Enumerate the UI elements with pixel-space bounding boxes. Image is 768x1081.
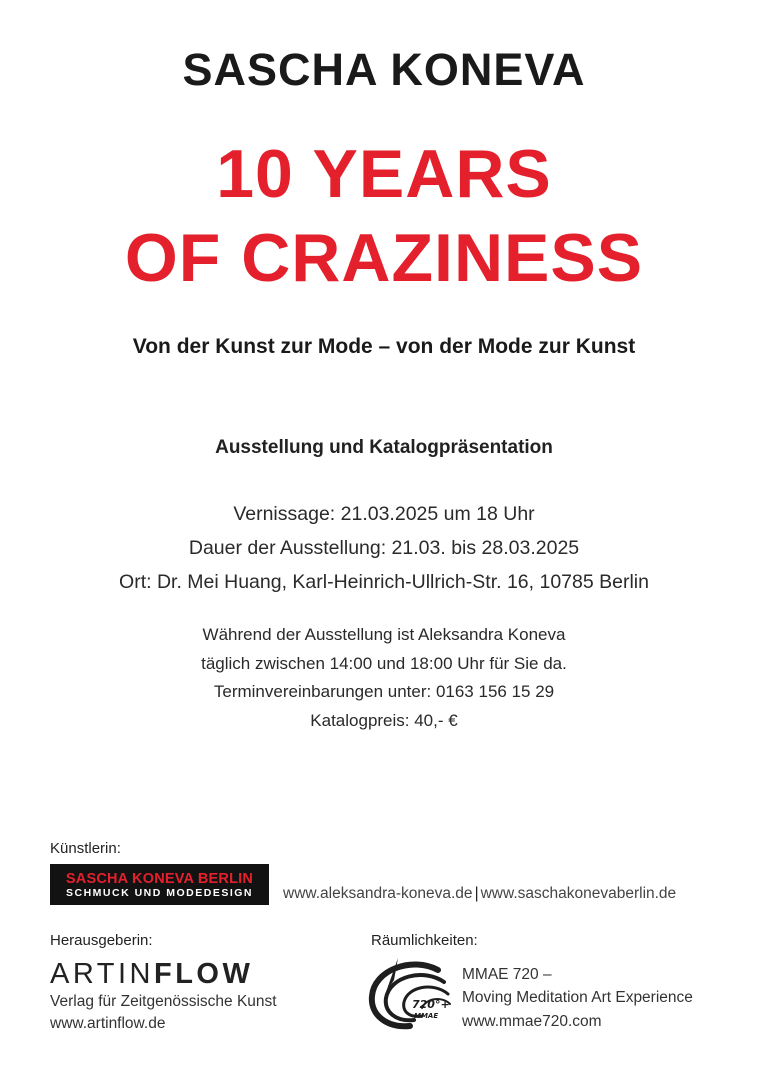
subtitle: Von der Kunst zur Mode – von der Mode zur Kunst [132,335,636,358]
artist-logo [50,864,269,905]
section-title: Ausstellung und Katalogpräsentation [215,437,553,458]
duration-line: Dauer der Ausstellung: 21.03. bis 28.03.2025 [188,537,580,559]
publisher-logo-bold: FLOW [153,958,254,990]
title-line-1: 10 YEARS [216,136,552,212]
artist-name: SASCHA KONEVA [182,44,586,95]
visitor-info [0,621,768,735]
info-line-2: täglich zwischen 14:00 und 18:00 Uhr für Sie da. [201,653,567,673]
event-details [0,497,768,599]
artist-url-1[interactable]: www.aleksandra-koneva.de [283,885,473,902]
artist-label: Künstlerin: [50,840,121,857]
catalog-price: Katalogpreis: 40,- € [310,710,458,730]
title-line-2: OF CRAZINESS [124,220,644,296]
url-separator: | [474,885,479,902]
mmae-logo-text-1: 720°+ [412,998,450,1011]
publisher-url[interactable]: www.artinflow.de [50,1015,166,1032]
artist-url-2[interactable]: www.saschakonevaberlin.de [480,885,677,902]
info-line-1: Während der Ausstellung ist Aleksandra Koneva [202,625,566,644]
artist-logo-top-text: SASCHA KONEVA BERLIN [65,870,254,887]
venue-line-1: MMAE 720 – [462,966,552,983]
publisher-logo-light: ARTIN [50,958,154,990]
artist-logo-bottom-text: SCHMUCK UND MODEDESIGN [65,886,253,899]
venue-label: Räumlichkeiten: [371,932,478,949]
publisher-logo [50,958,253,991]
exhibition-title [0,132,768,300]
location-line: Ort: Dr. Mei Huang, Karl-Heinrich-Ullrich-Str. 16, 10785 Berlin [119,571,649,593]
venue-url[interactable]: www.mmae720.com [462,1013,602,1030]
mmae-logo-text-2: MMAE [414,1012,439,1020]
artist-urls [283,885,676,903]
vernissage-line: Vernissage: 21.03.2025 um 18 Uhr [233,503,535,525]
publisher-label: Herausgeberin: [50,932,153,949]
mmae-logo-icon [364,952,454,1032]
venue-line-2: Moving Meditation Art Experience [462,989,693,1006]
info-line-3: Terminvereinbarungen unter: 0163 156 15 29 [213,682,555,701]
publisher-line-1: Verlag für Zeitgenössische Kunst [50,993,277,1010]
